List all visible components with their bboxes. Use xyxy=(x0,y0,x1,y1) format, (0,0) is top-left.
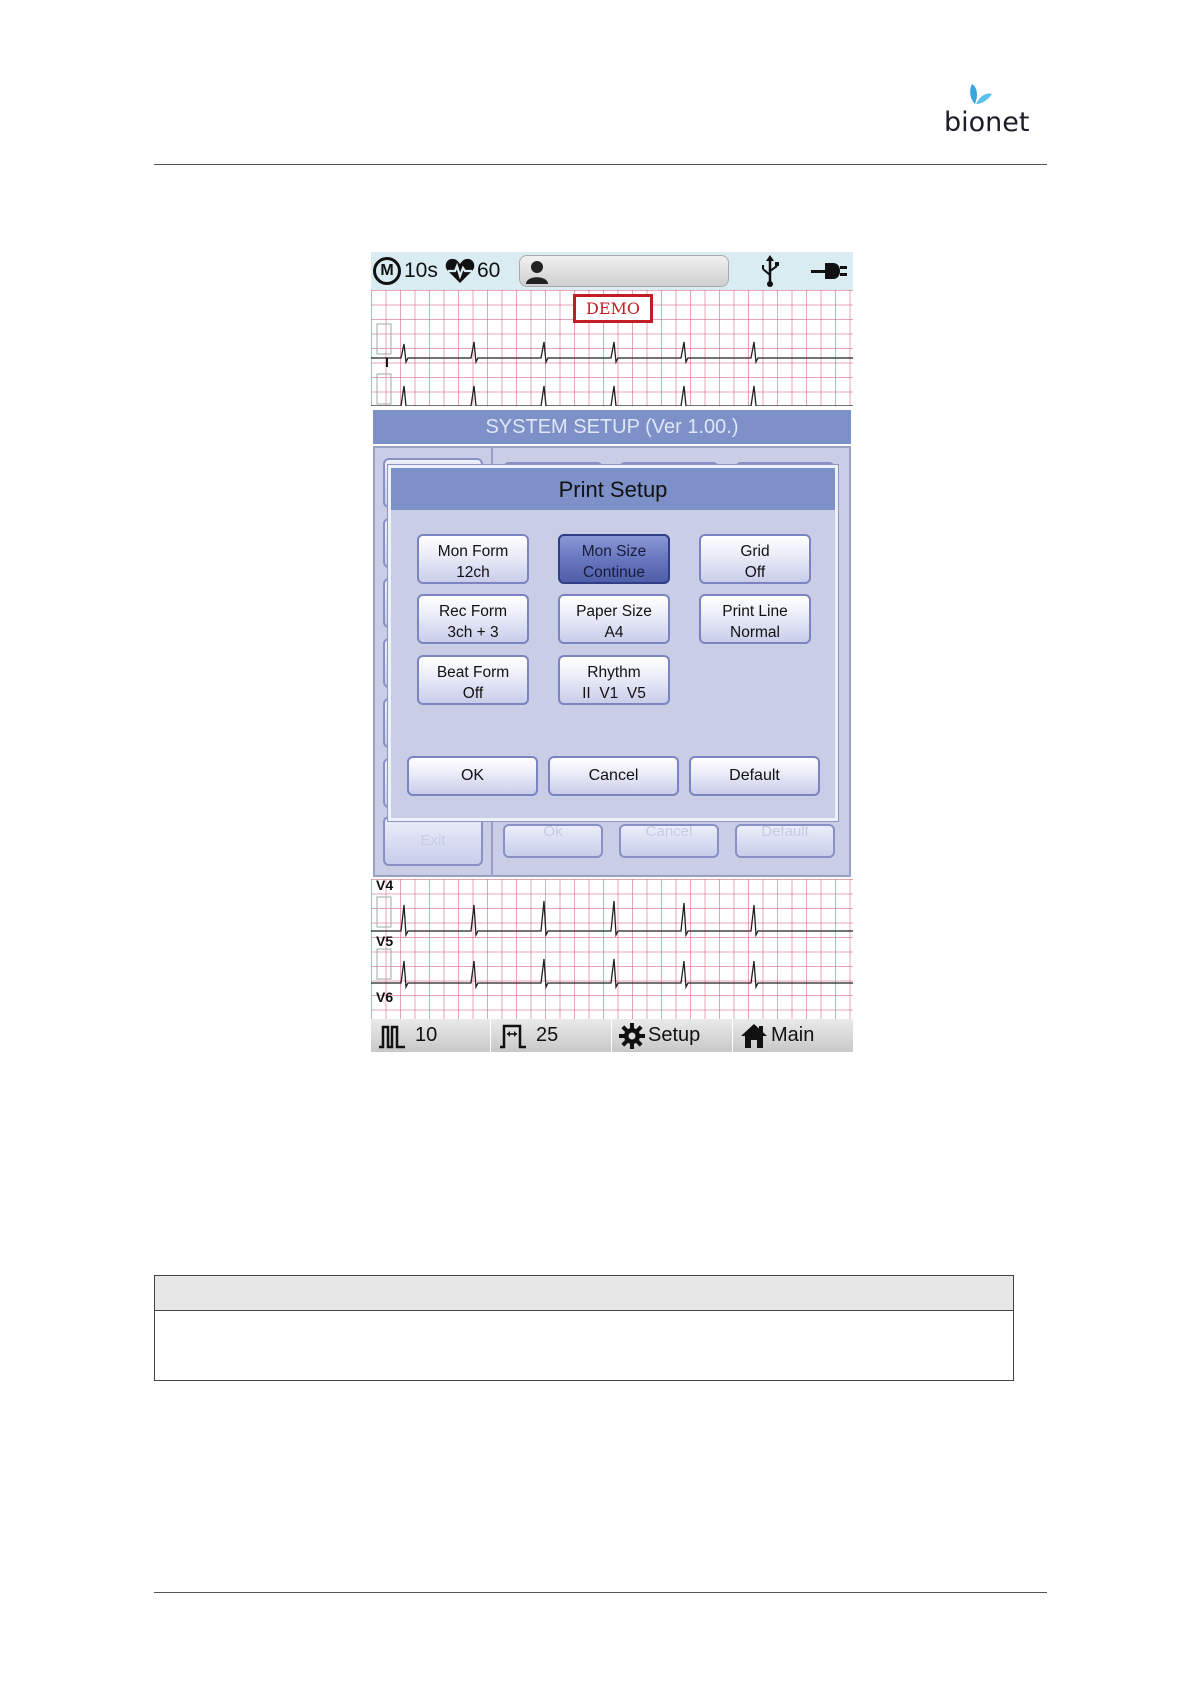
system-ok-button[interactable]: Ok xyxy=(503,824,603,858)
lead-label: V5 xyxy=(376,933,394,949)
option-value: Normal xyxy=(730,624,780,641)
option-value: II V1 V5 xyxy=(582,685,646,702)
system-cancel-button[interactable]: Cancel xyxy=(619,824,719,858)
default-button[interactable]: Default xyxy=(689,756,820,796)
option-name: Rec Form xyxy=(438,603,508,620)
mode-icon: M xyxy=(373,257,401,285)
print-setup-dialog xyxy=(388,465,838,821)
ecg-trace-lead-v5 xyxy=(371,887,853,937)
main-button[interactable] xyxy=(734,1019,853,1052)
option-name: Rhythm xyxy=(587,664,641,681)
home-icon xyxy=(740,1023,768,1049)
heart-rate xyxy=(445,256,500,286)
patient-icon xyxy=(524,260,550,284)
gear-icon xyxy=(619,1023,645,1049)
rec-form-button[interactable] xyxy=(417,594,529,644)
header-rule xyxy=(154,164,1047,165)
lead-label: V4 xyxy=(376,877,394,893)
option-name: Beat Form xyxy=(436,664,510,681)
ecg-trace-lead-ii xyxy=(371,370,853,406)
ecg-grid-bottom xyxy=(371,879,853,1019)
speed-button[interactable] xyxy=(371,1019,491,1052)
system-default-button[interactable]: Default xyxy=(735,824,835,858)
patient-info-field[interactable] xyxy=(519,255,729,287)
logo-text: bionet xyxy=(944,107,1030,138)
option-name: Paper Size xyxy=(576,603,652,620)
gain-icon xyxy=(498,1023,528,1049)
lead-label: I xyxy=(385,354,389,370)
rhythm-button[interactable] xyxy=(558,655,670,705)
mon-size-button[interactable] xyxy=(558,534,670,584)
speed-icon xyxy=(377,1023,407,1049)
exit-button[interactable]: Exit xyxy=(383,816,483,866)
option-name: Mon Form xyxy=(437,543,509,560)
usb-icon xyxy=(759,255,781,287)
beat-form-button[interactable] xyxy=(417,655,529,705)
system-setup-title: SYSTEM SETUP (Ver 1.00.) xyxy=(373,410,851,444)
main-label: Main xyxy=(771,1024,815,1046)
duration-value: 10s xyxy=(404,259,438,282)
bionet-logo xyxy=(944,82,1030,138)
note-table-header xyxy=(155,1276,1013,1311)
setup-button[interactable] xyxy=(613,1019,733,1052)
device-screen xyxy=(371,252,853,1052)
gain-button[interactable] xyxy=(492,1019,612,1052)
grid-button[interactable] xyxy=(699,534,811,584)
option-value: 3ch + 3 xyxy=(447,624,499,641)
print-setup-title: Print Setup xyxy=(391,468,835,510)
ecg-trace-lead-i xyxy=(371,316,853,376)
option-value: Continue xyxy=(582,564,646,581)
power-plug-icon xyxy=(811,260,847,282)
bottom-toolbar xyxy=(371,1019,853,1052)
ecg-trace-lead-v6 xyxy=(371,941,853,991)
option-name: Mon Size xyxy=(581,543,647,560)
paper-size-button[interactable] xyxy=(558,594,670,644)
status-bar xyxy=(371,252,853,290)
option-name: Grid xyxy=(740,543,770,560)
heart-icon xyxy=(445,258,475,284)
ok-button[interactable]: OK xyxy=(407,756,538,796)
option-value: Off xyxy=(462,685,484,702)
mode-duration xyxy=(373,256,438,286)
gain-value: 25 xyxy=(536,1024,559,1046)
mon-form-button[interactable] xyxy=(417,534,529,584)
demo-badge: DEMO xyxy=(573,294,653,323)
option-value: Off xyxy=(744,564,766,581)
option-name: Print Line xyxy=(722,603,788,620)
footer-rule xyxy=(154,1592,1047,1593)
speed-value: 10 xyxy=(415,1024,438,1046)
note-table xyxy=(154,1275,1014,1381)
ecg-grid-top xyxy=(371,290,853,406)
setup-label: Setup xyxy=(648,1024,701,1046)
lead-label: V6 xyxy=(376,989,394,1005)
option-value: 12ch xyxy=(456,564,490,581)
heart-rate-value: 60 xyxy=(477,259,501,282)
cancel-button[interactable]: Cancel xyxy=(548,756,679,796)
print-line-button[interactable] xyxy=(699,594,811,644)
option-value: A4 xyxy=(604,624,624,641)
